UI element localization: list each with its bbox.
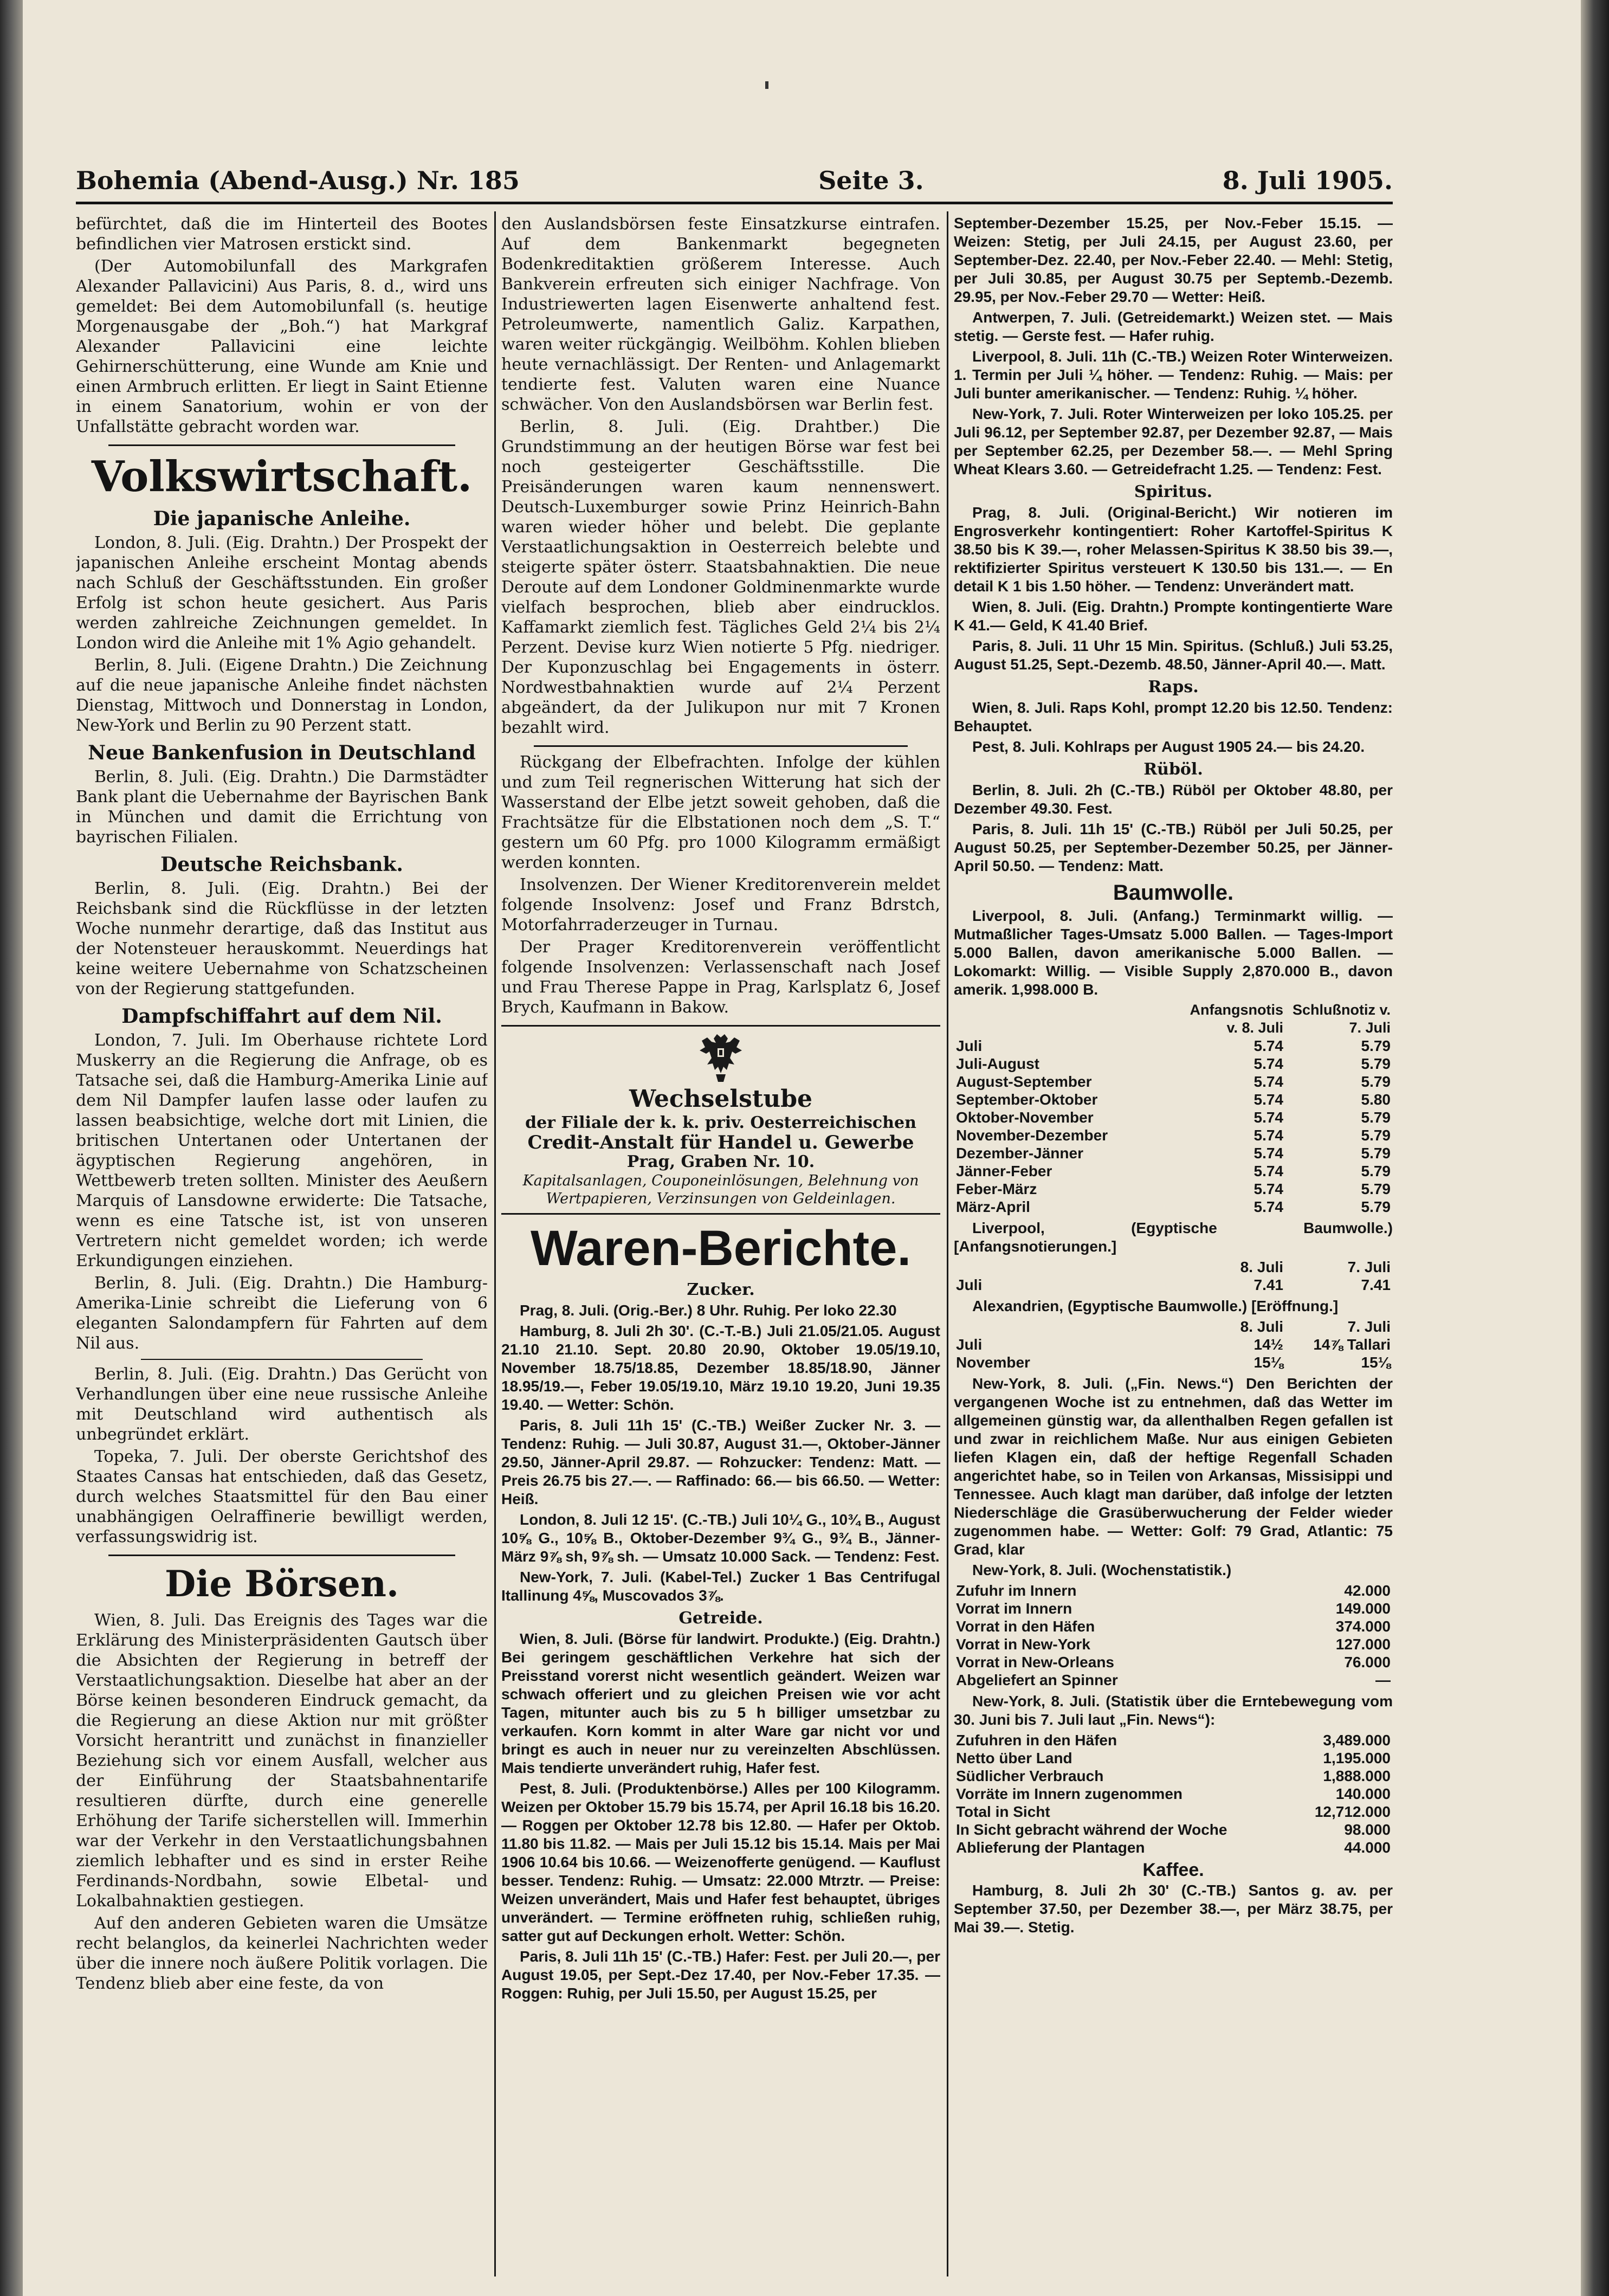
divider bbox=[501, 1025, 940, 1027]
table-cell-label: Vorräte im Innern zugenommen bbox=[956, 1785, 1182, 1802]
table-cell-value: 15⅛ bbox=[1361, 1354, 1391, 1371]
table-header-row bbox=[954, 1001, 1393, 1037]
table-row bbox=[954, 1749, 1393, 1767]
table-row bbox=[954, 1055, 1393, 1073]
table-row bbox=[954, 1108, 1393, 1126]
report-getreide-paris-continued: September-Dezember 15.25, per Nov.-Feber 15.15. — Weizen: Stetig, per Juli 24.15, per August 23.60, per September-Dez. 22.40, per Nov.-Feber 22.40. — Mehl: Stetig, per Juli 30.85, per August 30.75 per Septemb.-Dezemb. 29.95, per Nov.-Feber 29.70 — Wetter: Heiß. bbox=[954, 215, 1393, 305]
double-eagle-emblem-icon bbox=[696, 1032, 745, 1084]
article-russ-anleihe: Berlin, 8. Juli. (Eig. Drahtn.) Das Gerücht von Verhandlungen über eine neue russische Anleihe mit Deutschland wird authentisch als unbegründet erklärt. bbox=[76, 1365, 488, 1444]
report-baumwolle-newyork: New-York, 8. Juli. („Fin. News.“) Den Berichten der vergangenen Woche ist zu entnehmen, daß das Wetter im allgemeinen günstig war, da allenthalben Regen gefallen ist und zwar in reichlichem Maße. Nur aus einigen Gebieten liefen Klagen ein, daß der heftige Regenfall Schaden angerichtet habe, so in Teilen von Arkansas, Missisippi und Tennessee. Auch klagt man darüber, daß infolge der letzten Niederschläge die Grasüberwucherung der Felder wieder zugenommen habe. — Wetter: Golf: 79 Grad, Atlantic: 75 Grad, klar bbox=[954, 1375, 1393, 1558]
table-cell-label: Vorrat in New-York bbox=[956, 1636, 1090, 1653]
table-cell-value: 5.79 bbox=[1361, 1198, 1391, 1215]
table-cell-value: 5.79 bbox=[1361, 1055, 1391, 1072]
heading-nil: Dampfschiffahrt auf dem Nil. bbox=[121, 1005, 442, 1028]
table-cell-value: 149.000 bbox=[1335, 1600, 1391, 1617]
report-getreide-wien: Wien, 8. Juli. (Börse für landwirt. Produkte.) (Eig. Drahtn.) Bei geringem geschäftlichen Verkehre hat sich der Preisstand vorerst nicht wesentlich geändert. Weizen war schwach offeriert und zu gleichen Preisen wie vor acht Tagen, mitunter auch bis zu 5 h billiger umsetzbar zu verkaufen. Korn kommt in alter Ware gar nicht vor und bringt es auch in neuer nur zu vereinzelten Abschlüssen. Mais tendierte unverändert ruhig, Hafer fest. bbox=[501, 1630, 940, 1776]
article-anleihe-london: London, 8. Juli. (Eig. Drahtn.) Der Prospekt der japanischen Anleihe erscheint Montag abends nach Schluß der Geschäftsstunden. Ein großer Erfolg ist schon heute gesichert. Aus Paris werden zahlreiche Zeichnungen gemeldet. In London wird die Anleihe mit 1% Agio gehandelt. bbox=[76, 533, 488, 653]
table-cell-value: 5.74 bbox=[1253, 1145, 1283, 1162]
report-zucker-london: London, 8. Juli 12 15'. (C.-TB.) Juli 10¼ G., 10¾ B., August 10⅝ G., 10⅝ B., Oktober-Dezember 9¾ G., 9¾ B., Jänner-März 9⅞ sh, 9⅞ sh. — Umsatz 10.000 Sack. — Tendenz: Fest. bbox=[501, 1511, 940, 1565]
article-anleihe-berlin: Berlin, 8. Juli. (Eigene Drahtn.) Die Zeichnung auf die neue japanische Anleihe findet nächsten Dienstag, Mittwoch und Donnerstag in London, New-York und Berlin zu 90 Perzent statt. bbox=[76, 656, 488, 735]
article-insolvenzen-prag: Der Prager Kreditorenverein veröffentlicht folgende Insolvenzen: Verlassenschaft nach Josef und Frau Therese Pappe in Prag, Karlsplatz 6, Josef Brych, Kaufmann in Bakow. bbox=[501, 938, 940, 1017]
table-header-row bbox=[954, 1318, 1393, 1336]
report-zucker-hamburg: Hamburg, 8. Juli 2h 30'. (C.-T.-B.) Juli 21.05/21.05. August 21.10 21.10. Sept. 20.80 20.90, Oktober 19.05/19.10, November 18.75/18.85, Dezember 18.85/18.90, Jänner 18.95/19.—, Feber 19.05/19.10, März 19.10 19.20, Juni 19.35 19.40. — Wetter: Schön. bbox=[501, 1323, 940, 1413]
article-bankenfusion: Berlin, 8. Juli. (Eig. Drahtn.) Die Darmstädter Bank plant die Uebernahme der Bayrischen Bank in München und damit die Errichtung von bayrischen Filialen. bbox=[76, 768, 488, 847]
divider bbox=[108, 444, 455, 446]
section-title-waren-berichte: Waren-Berichte. bbox=[530, 1221, 912, 1276]
table-cell-empty bbox=[954, 1318, 1178, 1336]
table-cell-value: 15⅛ bbox=[1253, 1354, 1283, 1371]
table-cell-value: 5.79 bbox=[1361, 1109, 1391, 1126]
table-row bbox=[954, 1276, 1393, 1294]
report-getreide-paris: Paris, 8. Juli 11h 15' (C.-TB.) Hafer: Fest. per Juli 20.—, per August 19.05, per Sept.-Dez 17.40, per Nov.-Feber 17.35. — Roggen: Ruhig, per Juli 15.50, per August 15.25, per bbox=[501, 1948, 940, 2002]
column-rule-2 bbox=[947, 211, 948, 2276]
table-row bbox=[954, 1671, 1393, 1689]
article-nil-london: London, 7. Juli. Im Oberhause richtete Lord Muskerry an die Regierung die Anfrage, ob es Tatsache sei, daß die Hamburg-Amerika Linie auf dem Nil Dampfer laufen lasse oder laufen zu lassen beabsichtige, welche dort mit Linien, die britischen Untertanen oder Untertanen der ägyptischen Regierung angehören, in Wettbewerb treten sollten. Minister des Aeußern Marquis of Lansdowne erwiderte: Die Tatsache, wenn es eine Tatsche ist, ist von unseren Vertretern nicht gemeldet worden; ich werde Erkundigungen einziehen. bbox=[76, 1031, 488, 1270]
article-elbefrachten: Rückgang der Elbefrachten. Infolge der kühlen und zum Teil regnerischen Witterung hat sich der Wasserstand der Elbe jetzt soweit gehoben, daß die Frachtsätze für die Elbstationen noch dem „S. T.“ gestern um 60 Pfg. pro 1000 Kilogramm ermäßigt werden konnten. bbox=[501, 753, 940, 872]
heading-japanische-anleihe: Die japanische Anleihe. bbox=[153, 507, 411, 530]
article-insolvenzen-wien: Insolvenzen. Der Wiener Kreditorenverein meldet folgende Insolvenz: Josef und Franz Bdrstch, Motorfahrraderzeuger in Turnau. bbox=[501, 875, 940, 934]
ad-services: Kapitalsanlagen, Couponeinlösungen, Belehnung von Wertpapieren, Verzinsungen von Geldeinlagen. bbox=[522, 1172, 919, 1207]
table-row bbox=[954, 1617, 1393, 1635]
table-cell-month: Juli bbox=[956, 1336, 983, 1353]
table-cell-value: 5.79 bbox=[1361, 1037, 1391, 1054]
table-cell-value: 7.41 bbox=[1361, 1276, 1391, 1293]
table-row bbox=[954, 1162, 1393, 1180]
page-header bbox=[76, 163, 1393, 195]
scan-edge-left bbox=[0, 0, 23, 2296]
ad-line-1: der Filiale der k. k. priv. Oesterreichischen bbox=[525, 1113, 916, 1132]
heading-kaffee: Kaffee. bbox=[1142, 1860, 1204, 1880]
table-row bbox=[954, 1767, 1393, 1785]
table-cell-value: 5.74 bbox=[1253, 1055, 1283, 1072]
stat-weekly-heading: New-York, 8. Juli. (Wochenstatistik.) bbox=[972, 1562, 1232, 1578]
table-header-date: 8. Juli bbox=[1240, 1318, 1283, 1335]
report-spiritus-wien: Wien, 8. Juli. (Eig. Drahtn.) Prompte kontingentierte Ware K 41.— Geld, K 41.40 Brief. bbox=[954, 598, 1393, 634]
table-cell-month: Oktober-November bbox=[956, 1109, 1094, 1126]
table-cell-value: 5.74 bbox=[1253, 1181, 1283, 1197]
table-cell-month: Juli bbox=[956, 1276, 983, 1293]
table-cell-value: 14⅞ Tallari bbox=[1313, 1336, 1391, 1353]
table-cell-month: August-September bbox=[956, 1073, 1092, 1090]
table-row bbox=[954, 1336, 1393, 1353]
table-cell-value: — bbox=[1375, 1672, 1391, 1688]
divider bbox=[141, 1359, 423, 1360]
ad-title: Wechselstube bbox=[629, 1085, 812, 1113]
table-cell-value: 5.79 bbox=[1361, 1145, 1391, 1162]
table-row bbox=[954, 1091, 1393, 1108]
table-cell-label: Südlicher Verbrauch bbox=[956, 1768, 1104, 1784]
table-cell-value: 5.74 bbox=[1253, 1163, 1283, 1179]
report-spiritus-prag: Prag, 8. Juli. (Original-Bericht.) Wir notieren im Engrosverkehr kontingentiert: Roher Kartoffel-Spiritus K 38.50 bis K 39.—, roher Melassen-Spiritus K 38.50 bis 39.—, rektifizierter Spiritus versteuert K 130.50 bis 131.—. — En detail K 1 bis 1.50 höher. — Tendenz: Unverändert matt. bbox=[954, 504, 1393, 595]
table-header-date: 7. Juli bbox=[1347, 1318, 1391, 1335]
report-liverpool: Liverpool, 8. Juli. 11h (C.-TB.) Weizen Roter Winterweizen. 1. Termin per Juli ¼ höher. — Tendenz: Ruhig. — Mais: per Juli bunter amerikanischer. — Tendenz: Ruhig. ¼ höher. bbox=[954, 348, 1393, 402]
table-row bbox=[954, 1731, 1393, 1749]
table-cell-label: Total in Sicht bbox=[956, 1803, 1050, 1820]
heading-spiritus: Spiritus. bbox=[1134, 482, 1213, 501]
report-raps-wien: Wien, 8. Juli. Raps Kohl, prompt 12.20 bis 12.50. Tendenz: Behauptet. bbox=[954, 699, 1393, 734]
report-spiritus-paris: Paris, 8. Juli. 11 Uhr 15 Min. Spiritus. (Schluß.) Juli 53.25, August 51.25, Sept.-Dezemb. 48.50, Jänner-April 40.—. Matt. bbox=[954, 637, 1393, 673]
cotton-quotes-table bbox=[954, 1001, 1393, 1216]
table-cell-label: Ablieferung der Plantagen bbox=[956, 1839, 1145, 1856]
table-cell-value: 5.74 bbox=[1253, 1109, 1283, 1126]
heading-getreide: Getreide. bbox=[679, 1609, 763, 1628]
table-cell-empty bbox=[954, 1258, 1178, 1276]
heading-reichsbank: Deutsche Reichsbank. bbox=[160, 853, 403, 876]
heading-baumwolle: Baumwolle. bbox=[1113, 881, 1234, 905]
heading-raps: Raps. bbox=[1148, 678, 1199, 696]
weekly-statistics-table bbox=[954, 1582, 1393, 1689]
article-boersen-continued: den Auslandsbörsen feste Einsatzkurse eintrafen. Auf dem Bankenmarkt begegneten Bodenkreditaktien größerem Interesse. Auch Bankverein erfreuten sich einiger Nachfrage. Von Industriewerten lagen Eisenwerte anhaltend fest. Petroleumwerte, namentlich Galiz. Karpathen, waren weiter rückgängig. Weilböhm. Kohlen blieben heute vernachlässigt. Der Renten- und Anlagemarkt tendierte fest. Valuten waren eine Nuance schwächer. Von den Auslandsbörsen war Berlin fest. bbox=[501, 215, 940, 414]
table-cell-value: 7.41 bbox=[1253, 1276, 1283, 1293]
table-cell-value: 5.79 bbox=[1361, 1127, 1391, 1144]
table-cell-month: November-Dezember bbox=[956, 1127, 1108, 1144]
header-date: 8. Juli 1905. bbox=[1222, 166, 1393, 195]
table-row bbox=[954, 1126, 1393, 1144]
report-getreide-pest: Pest, 8. Juli. (Produktenbörse.) Alles per 100 Kilogramm. Weizen per Oktober 15.79 bis 15.74, per April 16.18 bis 16.20. — Roggen per Oktober 12.78 bis 12.80. — Hafer per Oktob. 11.80 bis 11.82. — Mais per Juli 15.12 bis 15.14. Mais per Mai 1906 10.64 bis 10.66. — Weizenofferte genügend. — Kauflust besser. Tendenz: Ruhig. — Umsatz: 22.000 Mtrztr. — Preise: Weizen unverändert, Mais und Hafer fest behauptet, übriges unverändert. — Termine eröffneten ruhig, schließen ruhig, satter gut auf Deckungen erholt. Wetter: Schön. bbox=[501, 1780, 940, 1944]
report-newyork: New-York, 7. Juli. Roter Winterweizen per loko 105.25. per Juli 96.12, per September 92.87, per Dezember 92.87, — Mais per September 62.25, per Dezember 58.—. — Mehl Spring Wheat Klears 3.60. — Getreidefracht 1.25. — Tendenz: Fest. bbox=[954, 405, 1393, 478]
table-cell-value: 3,489.000 bbox=[1323, 1732, 1391, 1749]
table-row bbox=[954, 1635, 1393, 1653]
divider bbox=[534, 745, 908, 747]
report-raps-pest: Pest, 8. Juli. Kohlraps per August 1905 24.— bis 24.20. bbox=[972, 738, 1365, 755]
header-publication: Bohemia (Abend-Ausg.) Nr. 185 bbox=[76, 166, 520, 195]
table-cell-value: 14½ bbox=[1253, 1336, 1283, 1353]
table-cell-value: 5.74 bbox=[1253, 1091, 1283, 1108]
stray-ink-mark bbox=[765, 81, 768, 89]
column-rule-1 bbox=[494, 211, 496, 2276]
report-baumwolle-liverpool-egypt: Liverpool, (Egyptische Baumwolle.) [Anfangsnotierungen.] bbox=[954, 1220, 1393, 1255]
table-cell-value: 1,195.000 bbox=[1323, 1750, 1391, 1766]
table-cell-month: Jänner-Feber bbox=[956, 1163, 1052, 1179]
alexandria-cotton-table bbox=[954, 1318, 1393, 1371]
table-header-schlussnotiz: Schlußnotiz v. 7. Juli bbox=[1293, 1002, 1391, 1036]
table-cell-label: In Sicht gebracht während der Woche bbox=[956, 1821, 1227, 1838]
table-row bbox=[954, 1600, 1393, 1617]
table-cell-value: 5.80 bbox=[1361, 1091, 1391, 1108]
table-row bbox=[954, 1653, 1393, 1671]
article-boersen-wien: Wien, 8. Juli. Das Ereignis des Tages war die Erklärung des Ministerpräsidenten Gautsch über die Absichten der Regierung in betreff der Verstaatlichungsaktion. Dieselbe hat aber an der Börse keinen besonderen Eindruck gemacht, da die Regierung an diese Aktion nur mit größter Vorsicht herantritt und zunächst in finanzieller Beziehung sich vor einem Ausfall, welcher aus der Einführung der Staatsbahnentarife resultieren dürfte, durch eine generelle Erhöhung der Tarife sicherstellen will. Immerhin war der Verkehr in den Verstaatlichungsbahnen ziemlich lebhafter und es sind in erster Reihe Ferdinands-Nordbahn, sowie Elbetal- und Lokalbahnaktien gestiegen. bbox=[76, 1611, 488, 1911]
table-header-date: 8. Juli bbox=[1240, 1259, 1283, 1275]
table-header-date: 7. Juli bbox=[1347, 1259, 1391, 1275]
table-row bbox=[954, 1144, 1393, 1162]
table-cell-label: Vorrat im Innern bbox=[956, 1600, 1072, 1617]
report-zucker-prag: Prag, 8. Juli. (Orig.-Ber.) 8 Uhr. Ruhig. Per loko 22.30 bbox=[520, 1302, 897, 1319]
table-row bbox=[954, 1198, 1393, 1216]
table-cell-value: 5.74 bbox=[1253, 1037, 1283, 1054]
article-topeka: Topeka, 7. Juli. Der oberste Gerichtshof des Staates Cansas hat entschieden, daß das Gesetz, durch welches Staatsmittel für den Bau einer unabhängigen Oelraffinerie bewilligt werden, verfassungswidrig ist. bbox=[76, 1447, 488, 1546]
table-cell-label: Zufuhren in den Häfen bbox=[956, 1732, 1117, 1749]
table-cell-value: 5.74 bbox=[1253, 1073, 1283, 1090]
table-row bbox=[954, 1582, 1393, 1600]
column-1 bbox=[76, 214, 488, 2274]
article-reichsbank: Berlin, 8. Juli. (Eig. Drahtn.) Bei der Reichsbank sind die Rückflüsse in der letzten Woche nunmehr derartige, daß das Institut aus der Notensteuer herauskommt. Neuerdings hat keine weitere Uebernahme von Schatzscheinen von der Regierung stattgefunden. bbox=[76, 879, 488, 998]
table-cell-label: Vorrat in den Häfen bbox=[956, 1618, 1095, 1635]
header-rule bbox=[76, 202, 1393, 204]
article-boersen-wien-2: Auf den anderen Gebieten waren die Umsätze recht belanglos, da keinerlei Nachrichten weder über die innere noch äußere Politik vorlagen. Die Tendenz blieb aber eine feste, da von bbox=[76, 1914, 488, 1993]
table-cell-label: Zufuhr im Innern bbox=[956, 1582, 1077, 1599]
table-cell-label: Vorrat in New-Orleans bbox=[956, 1654, 1115, 1671]
report-baumwolle-alexandrien: Alexandrien, (Egyptische Baumwolle.) [Eröffnung.] bbox=[972, 1298, 1339, 1314]
table-cell-value: 42.000 bbox=[1344, 1582, 1391, 1599]
table-cell-month: Juli-August bbox=[956, 1055, 1039, 1072]
table-header-row bbox=[954, 1258, 1393, 1276]
article-intro: befürchtet, daß die im Hinterteil des Bootes befindlichen vier Matrosen erstickt sind. bbox=[76, 215, 488, 254]
header-page-number: Seite 3. bbox=[818, 166, 924, 195]
table-cell-value: 1,888.000 bbox=[1323, 1768, 1391, 1784]
table-cell-value: 374.000 bbox=[1335, 1618, 1391, 1635]
egypt-cotton-table bbox=[954, 1258, 1393, 1294]
table-row bbox=[954, 1803, 1393, 1821]
table-cell-month: November bbox=[956, 1354, 1030, 1371]
table-cell-value: 12,712.000 bbox=[1314, 1803, 1391, 1820]
table-cell-value: 5.74 bbox=[1253, 1198, 1283, 1215]
article-boersen-berlin: Berlin, 8. Juli. (Eig. Drahtber.) Die Grundstimmung an der heutigen Börse war fest bei noch gesteigerter Geschäftsstille. Die Preisänderungen waren kaum nennenswert. Deutsch-Luxemburger sowie Prinz Heinrich-Bahn waren wieder höher und belebt. Die geplante Verstaatlichungsaktion in Oesterreich belebte und steigerte später österr. Staatsbahnaktien. Die neue Deroute auf dem Londoner Goldminenmarkte wurde vielfach besprochen, blieb aber eindrucklos. Kaffamarkt ziemlich fest. Tägliches Geld 2¼ bis 2¼ Perzent. Devise kurz Wien notierte 5 Pfg. niedriger. Der Kuponzuschlag bei Engagements in österr. Nordwestbahnaktien wurde auf 2¼ Perzent abgeändert, da der Julikupon nur mit 7 Kronen bezahlt wird. bbox=[501, 417, 940, 737]
table-header-empty bbox=[954, 1001, 1178, 1037]
ad-address: Prag, Graben Nr. 10. bbox=[626, 1152, 815, 1171]
table-cell-month: Juli bbox=[956, 1037, 983, 1054]
ad-line-2: Credit-Anstalt für Handel u. Gewerbe bbox=[527, 1132, 914, 1153]
table-cell-month: September-Oktober bbox=[956, 1091, 1098, 1108]
section-title-volkswirtschaft: Volkswirtschaft. bbox=[91, 452, 473, 501]
heading-bankenfusion: Neue Bankenfusion in Deutschland bbox=[88, 741, 476, 764]
divider bbox=[108, 1555, 455, 1556]
heading-rueboel: Rüböl. bbox=[1143, 760, 1203, 779]
table-row bbox=[954, 1180, 1393, 1198]
table-cell-month: Feber-März bbox=[956, 1181, 1037, 1197]
heading-zucker: Zucker. bbox=[687, 1280, 755, 1299]
article-nil-berlin: Berlin, 8. Juli. (Eig. Drahtn.) Die Hamburg-Amerika-Linie schreibt die Lieferung von 6 eleganten Salondampfern für Fahrten auf dem Nil aus. bbox=[76, 1274, 488, 1353]
table-cell-value: 127.000 bbox=[1335, 1636, 1391, 1653]
table-cell-label: Netto über Land bbox=[956, 1750, 1072, 1766]
table-cell-month: Dezember-Jänner bbox=[956, 1145, 1083, 1162]
table-cell-value: 140.000 bbox=[1335, 1785, 1391, 1802]
table-cell-month: März-April bbox=[956, 1198, 1030, 1215]
section-title-boersen: Die Börsen. bbox=[165, 1563, 399, 1605]
table-cell-value: 98.000 bbox=[1344, 1821, 1391, 1838]
report-baumwolle-liverpool: Liverpool, 8. Juli. (Anfang.) Terminmarkt willig. — Mutmaßlicher Tages-Umsatz 5.000 Ballen. — Tages-Import 5.000 Ballen, davon amerikanische 5.000 Ballen. — Lokomarkt: Willig. — Visible Supply 2,870.000 B., davon amerik. 1,998.000 B. bbox=[954, 907, 1393, 998]
scan-edge-right bbox=[1581, 0, 1609, 2296]
advertisement-wechselstube bbox=[501, 1032, 940, 1215]
article-automobilunfall: (Der Automobilunfall des Markgrafen Alexander Pallavicini) Aus Paris, 8. d., wird uns gemeldet: Bei dem Automobilunfall (s. heutige Morgenausgabe der „Boh.“) hat Markgraf Alexander Pallavicini eine leichte Gehirnerschütterung, eine Wunde am Knie und einen Armbruch erlitten. Er liegt in Saint Etienne in einem Sanatorium, wohin er von der Unfallstätte gebracht worden war. bbox=[76, 257, 488, 436]
table-cell-value: 5.79 bbox=[1361, 1073, 1391, 1090]
report-kaffee-hamburg: Hamburg, 8. Juli 2h 30' (C.-TB.) Santos g. av. per September 37.50, per Dezember 38.—, per März 38.75, per Mai 39.—. Stetig. bbox=[954, 1882, 1393, 1936]
crop-statistics-table bbox=[954, 1731, 1393, 1856]
column-3 bbox=[954, 214, 1393, 2274]
table-cell-value: 5.79 bbox=[1361, 1163, 1391, 1179]
column-2 bbox=[501, 214, 940, 2274]
table-row bbox=[954, 1839, 1393, 1856]
table-row bbox=[954, 1037, 1393, 1055]
table-cell-value: 76.000 bbox=[1344, 1654, 1391, 1671]
table-header-anfangsnotis: Anfangsnotis v. 8. Juli bbox=[1190, 1002, 1283, 1036]
report-rueboel-paris: Paris, 8. Juli. 11h 15' (C.-TB.) Rüböl per Juli 50.25, per August 50.25, per September-Dezember 50.25, per Jänner-April 50.50. — Tendenz: Matt. bbox=[954, 821, 1393, 874]
table-cell-value: 5.79 bbox=[1361, 1181, 1391, 1197]
report-zucker-paris: Paris, 8. Juli 11h 15' (C.-TB.) Weißer Zucker Nr. 3. — Tendenz: Ruhig. — Juli 30.87, August 31.—, Oktober-Jänner 29.50, Jänner-April 29.87. — Rohzucker: Tendenz: Matt. — Preis 26.75 bis 27.—. — Raffinado: 66.— bis 66.50. — Wetter: Heiß. bbox=[501, 1417, 940, 1507]
report-zucker-newyork: New-York, 7. Juli. (Kabel-Tel.) Zucker 1 Bas Centrifugal Itallinung 4⅝, Muscovados 3⅞. bbox=[501, 1569, 940, 1604]
table-cell-label: Abgeliefert an Spinner bbox=[956, 1672, 1118, 1688]
table-row bbox=[954, 1353, 1393, 1371]
table-row bbox=[954, 1785, 1393, 1803]
table-cell-value: 5.74 bbox=[1253, 1127, 1283, 1144]
report-rueboel-berlin: Berlin, 8. Juli. 2h (C.-TB.) Rüböl per Oktober 48.80, per Dezember 49.30. Fest. bbox=[954, 782, 1393, 817]
table-row bbox=[954, 1821, 1393, 1839]
table-row bbox=[954, 1073, 1393, 1091]
report-antwerpen: Antwerpen, 7. Juli. (Getreidemarkt.) Weizen stet. — Mais stetig. — Gerste fest. — Hafer ruhig. bbox=[954, 309, 1393, 344]
table-cell-value: 44.000 bbox=[1344, 1839, 1391, 1856]
stat-crop-heading: New-York, 8. Juli. (Statistik über die Erntebewegung vom 30. Juni bis 7. Juli laut „Fin. News“): bbox=[954, 1693, 1393, 1728]
